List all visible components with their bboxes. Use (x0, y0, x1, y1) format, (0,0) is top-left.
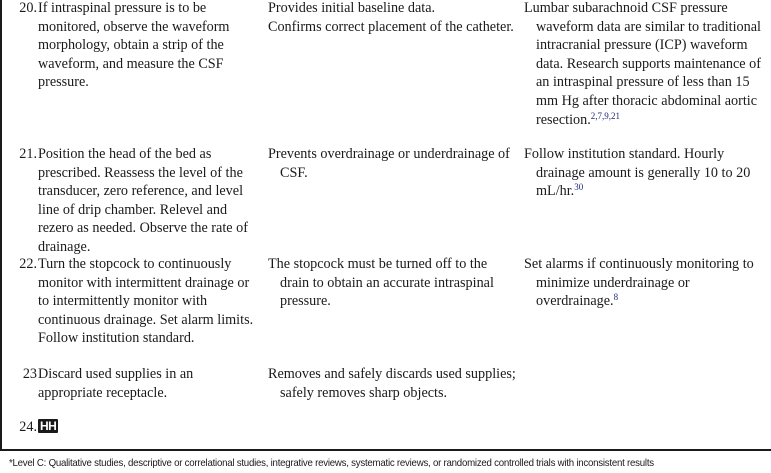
considerations-cell (524, 145, 771, 201)
action-cell (19, 365, 261, 402)
step-action: Discard used supplies in an appropriate receptacle. (38, 366, 194, 401)
considerations-text (524, 145, 771, 201)
reference-link[interactable]: 2,7,9,21 (590, 110, 621, 121)
action-cell (19, 418, 261, 437)
considerations-text (524, 0, 771, 129)
considerations-cell (524, 0, 771, 129)
step-number: 24. (19, 419, 37, 435)
rationale-text: Confirms correct placement of the catheter. (268, 18, 514, 35)
rationale-cell (268, 365, 516, 402)
step-number: 20. (19, 0, 37, 16)
rationale-text: Removes and safely discards used supplies; safely removes sharp objects. (268, 366, 516, 401)
reference-link[interactable]: 30 (574, 182, 584, 193)
step-number: 23 (22, 366, 37, 382)
considerations-body: Lumbar subarachnoid CSF pressure waveform data are similar to traditional intracranial pressure (ICP) waveform data. Research supports maintenance of an intraspinal pressure of less than 15 mm Hg after thoracic abdominal aortic resection. (524, 0, 761, 128)
action-cell (19, 255, 261, 348)
step-action (38, 418, 261, 437)
evidence-level-footnote: *Level C: Qualitative studies, descriptive or correlational studies, integrative reviews, systematic reviews, or randomized controlled trials with inconsistent results (9, 458, 654, 469)
considerations-text (524, 255, 771, 311)
reference-link[interactable]: 8 (613, 292, 619, 303)
step-number: 22. (19, 256, 37, 272)
step-number: 21. (19, 146, 37, 162)
hand-hygiene-icon: HH (40, 419, 57, 433)
rationale-cell (268, 255, 516, 311)
considerations-body: Follow institution standard. Hourly drainage amount is generally 10 to 20 mL/hr. (524, 146, 751, 200)
step-action: Position the head of the bed as prescribed. Reassess the level of the transducer, zero reference, and level line of drip chamber. Relevel and rezero as needed. Observe the rate of drainage. (38, 146, 248, 255)
step-action: If intraspinal pressure is to be monitored, observe the waveform morphology, obtain a strip of the waveform, and measure the CSF pressure. (38, 0, 230, 91)
rationale-text: Prevents overdrainage or underdrainage of CSF. (268, 146, 510, 181)
considerations-cell (524, 255, 771, 311)
rationale-cell (268, 0, 516, 36)
rationale-cell (268, 145, 516, 182)
action-cell (19, 0, 261, 92)
rationale-text: The stopcock must be turned off to the drain to obtain an accurate intraspinal pressure. (268, 256, 494, 310)
step-action: Turn the stopcock to continuously monitor with intermittent drainage or to intermittently monitor with continuous drainage. Set alarm limits. Follow institution standard. (38, 256, 254, 347)
action-cell (19, 145, 261, 257)
rationale-text: Provides initial baseline data. (268, 0, 436, 16)
considerations-body: Set alarms if continuously monitoring to minimize underdrainage or overdrainage. (524, 256, 754, 310)
